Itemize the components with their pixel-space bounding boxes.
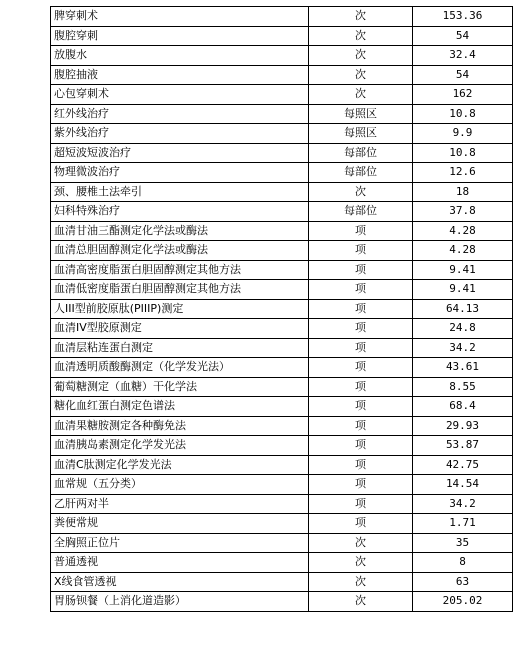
table-row: [51, 26, 513, 46]
price-cell: 68.4: [413, 397, 513, 417]
table-row: [51, 124, 513, 144]
table-row: [51, 280, 513, 300]
table-row: [51, 182, 513, 202]
table-row: [51, 377, 513, 397]
unit-cell: 项: [309, 455, 413, 475]
item-name-cell: 普通透视: [51, 553, 309, 573]
price-cell: 35: [413, 533, 513, 553]
item-name-cell: 血清透明质酸酶测定（化学发光法）: [51, 358, 309, 378]
item-name-cell: 粪便常规: [51, 514, 309, 534]
unit-cell: 项: [309, 241, 413, 261]
unit-cell: 次: [309, 572, 413, 592]
table-row: [51, 494, 513, 514]
unit-cell: 次: [309, 26, 413, 46]
table-row: [51, 572, 513, 592]
unit-cell: 项: [309, 416, 413, 436]
price-cell: 63: [413, 572, 513, 592]
price-cell: 29.93: [413, 416, 513, 436]
unit-cell: 次: [309, 7, 413, 27]
unit-cell: 每照区: [309, 104, 413, 124]
item-name-cell: 葡萄糖测定（血糖）干化学法: [51, 377, 309, 397]
item-name-cell: 妇科特殊治疗: [51, 202, 309, 222]
price-cell: 34.2: [413, 338, 513, 358]
table-row: [51, 85, 513, 105]
price-cell: 37.8: [413, 202, 513, 222]
price-cell: 32.4: [413, 46, 513, 66]
price-cell: 4.28: [413, 221, 513, 241]
table-row: [51, 319, 513, 339]
table-row: [51, 397, 513, 417]
price-cell: 4.28: [413, 241, 513, 261]
item-name-cell: 乙肝两对半: [51, 494, 309, 514]
price-cell: 18: [413, 182, 513, 202]
item-name-cell: 血清甘油三酯测定化学法或酶法: [51, 221, 309, 241]
price-cell: 24.8: [413, 319, 513, 339]
unit-cell: 项: [309, 319, 413, 339]
price-table: [50, 6, 513, 612]
item-name-cell: 血清果糖胺测定各种酶免法: [51, 416, 309, 436]
item-name-cell: 心包穿刺术: [51, 85, 309, 105]
table-row: [51, 553, 513, 573]
price-cell: 54: [413, 26, 513, 46]
item-name-cell: 血常规（五分类）: [51, 475, 309, 495]
item-name-cell: 血清总胆固醇测定化学法或酶法: [51, 241, 309, 261]
unit-cell: 项: [309, 475, 413, 495]
item-name-cell: 颈、腰椎土法牵引: [51, 182, 309, 202]
price-cell: 9.41: [413, 280, 513, 300]
item-name-cell: 脾穿刺术: [51, 7, 309, 27]
price-cell: 12.6: [413, 163, 513, 183]
unit-cell: 项: [309, 494, 413, 514]
unit-cell: 项: [309, 260, 413, 280]
table-row: [51, 338, 513, 358]
price-cell: 14.54: [413, 475, 513, 495]
price-cell: 42.75: [413, 455, 513, 475]
price-cell: 205.02: [413, 592, 513, 612]
item-name-cell: 全胸照正位片: [51, 533, 309, 553]
table-row: [51, 65, 513, 85]
price-cell: 8.55: [413, 377, 513, 397]
item-name-cell: 血清C肽测定化学发光法: [51, 455, 309, 475]
item-name-cell: 糖化血红蛋白测定色谱法: [51, 397, 309, 417]
price-cell: 8: [413, 553, 513, 573]
table-row: [51, 7, 513, 27]
table-row: [51, 221, 513, 241]
item-name-cell: 物理微波治疗: [51, 163, 309, 183]
unit-cell: 每部位: [309, 202, 413, 222]
price-cell: 1.71: [413, 514, 513, 534]
unit-cell: 项: [309, 280, 413, 300]
unit-cell: 项: [309, 338, 413, 358]
table-row: [51, 163, 513, 183]
table-row: [51, 104, 513, 124]
table-row: [51, 514, 513, 534]
unit-cell: 次: [309, 553, 413, 573]
item-name-cell: 腹腔穿刺: [51, 26, 309, 46]
table-row: [51, 241, 513, 261]
price-cell: 153.36: [413, 7, 513, 27]
unit-cell: 次: [309, 592, 413, 612]
price-cell: 10.8: [413, 143, 513, 163]
unit-cell: 项: [309, 436, 413, 456]
table-row: [51, 299, 513, 319]
item-name-cell: 血清IV型胶原测定: [51, 319, 309, 339]
table-row: [51, 260, 513, 280]
unit-cell: 次: [309, 533, 413, 553]
unit-cell: 项: [309, 397, 413, 417]
item-name-cell: 血清高密度脂蛋白胆固醇测定其他方法: [51, 260, 309, 280]
table-row: [51, 416, 513, 436]
table-row: [51, 46, 513, 66]
price-table-body: [51, 7, 513, 612]
item-name-cell: 放腹水: [51, 46, 309, 66]
item-name-cell: X线食管透视: [51, 572, 309, 592]
unit-cell: 项: [309, 221, 413, 241]
table-row: [51, 592, 513, 612]
item-name-cell: 人III型前胶原肽(PIIIP)测定: [51, 299, 309, 319]
unit-cell: 次: [309, 85, 413, 105]
item-name-cell: 紫外线治疗: [51, 124, 309, 144]
price-cell: 162: [413, 85, 513, 105]
table-row: [51, 533, 513, 553]
price-cell: 54: [413, 65, 513, 85]
price-cell: 64.13: [413, 299, 513, 319]
item-name-cell: 腹腔抽液: [51, 65, 309, 85]
price-sheet: [50, 6, 512, 612]
item-name-cell: 血清层粘连蛋白测定: [51, 338, 309, 358]
unit-cell: 每照区: [309, 124, 413, 144]
price-cell: 9.41: [413, 260, 513, 280]
item-name-cell: 血清低密度脂蛋白胆固醇测定其他方法: [51, 280, 309, 300]
unit-cell: 项: [309, 377, 413, 397]
unit-cell: 项: [309, 514, 413, 534]
unit-cell: 每部位: [309, 143, 413, 163]
table-row: [51, 455, 513, 475]
item-name-cell: 红外线治疗: [51, 104, 309, 124]
unit-cell: 次: [309, 182, 413, 202]
table-row: [51, 436, 513, 456]
price-cell: 53.87: [413, 436, 513, 456]
price-cell: 34.2: [413, 494, 513, 514]
table-row: [51, 475, 513, 495]
unit-cell: 次: [309, 65, 413, 85]
table-row: [51, 358, 513, 378]
price-cell: 9.9: [413, 124, 513, 144]
price-cell: 10.8: [413, 104, 513, 124]
item-name-cell: 超短波短波治疗: [51, 143, 309, 163]
unit-cell: 每部位: [309, 163, 413, 183]
item-name-cell: 胃肠钡餐（上消化道造影）: [51, 592, 309, 612]
item-name-cell: 血清胰岛素测定化学发光法: [51, 436, 309, 456]
unit-cell: 项: [309, 299, 413, 319]
unit-cell: 次: [309, 46, 413, 66]
table-row: [51, 143, 513, 163]
table-row: [51, 202, 513, 222]
unit-cell: 项: [309, 358, 413, 378]
price-cell: 43.61: [413, 358, 513, 378]
